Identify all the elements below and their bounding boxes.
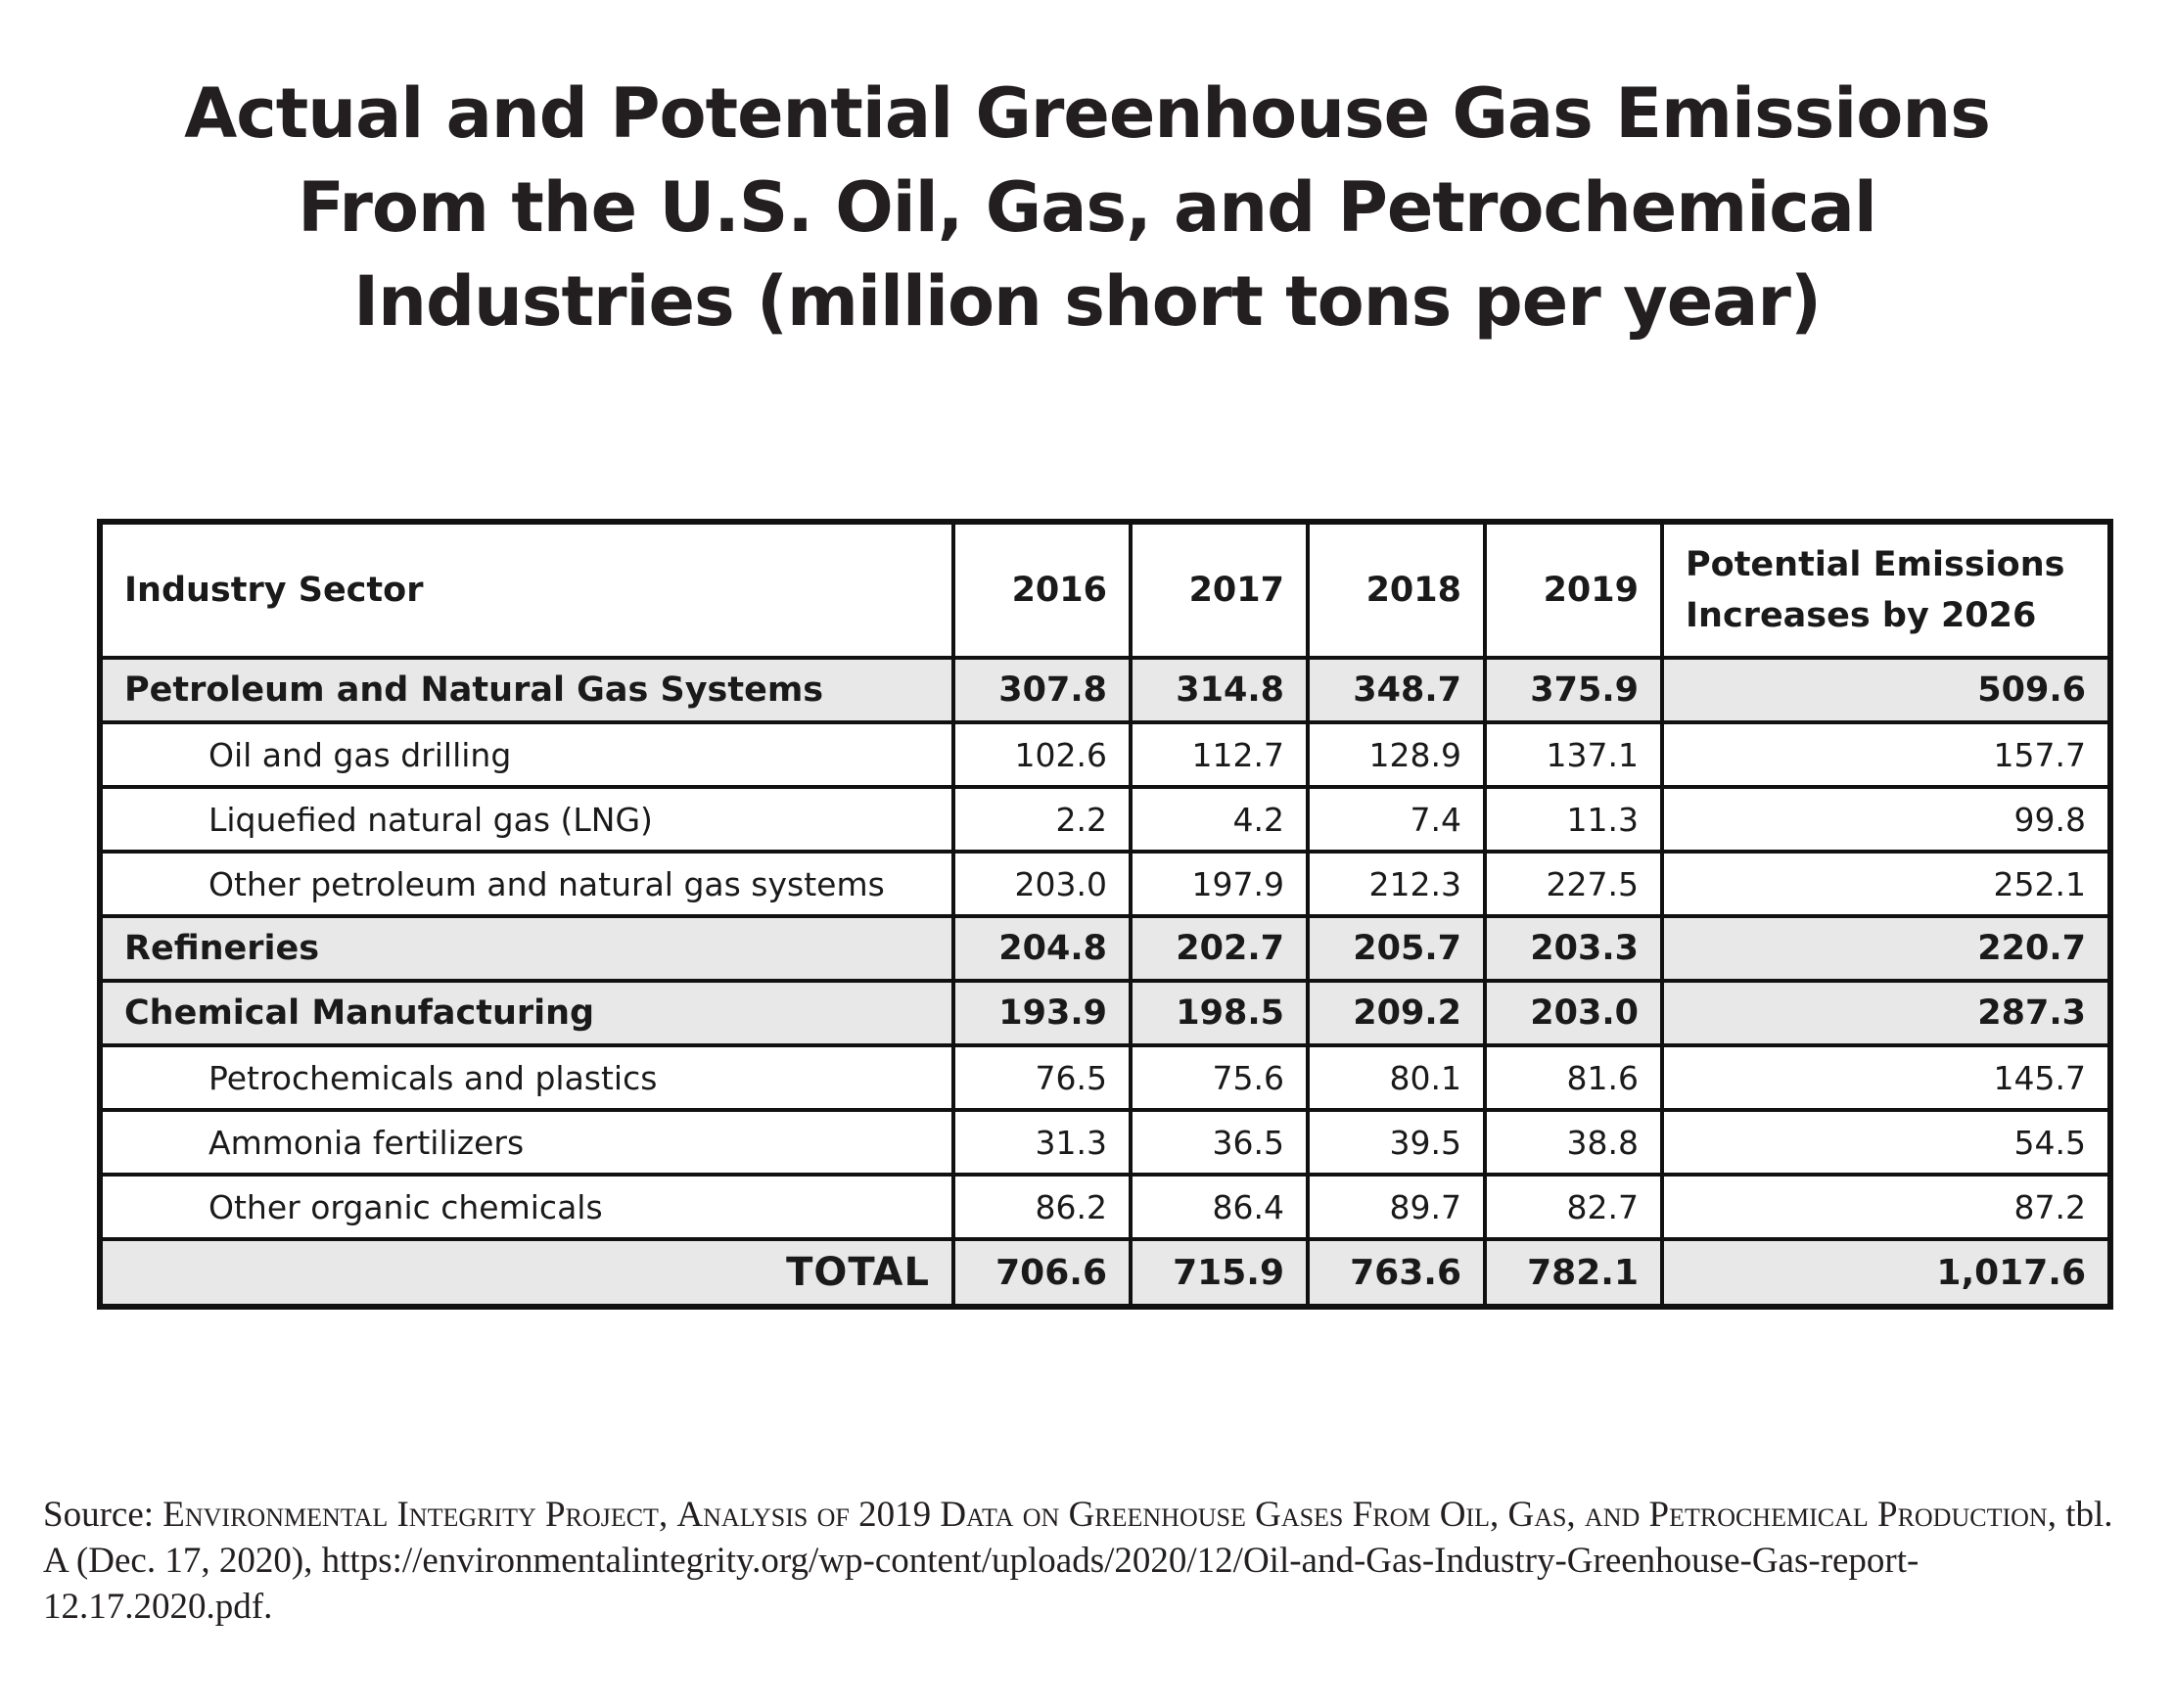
value-cell-2018: 7.4 (1308, 787, 1485, 852)
table-row (100, 658, 2110, 722)
header-2016: 2016 (953, 522, 1131, 658)
value-cell-potential-2026: 220.7 (1662, 916, 2110, 981)
value-cell-potential-2026: 1,017.6 (1662, 1239, 2110, 1307)
sector-name-cell: Other organic chemicals (100, 1175, 953, 1239)
value-cell-2018: 89.7 (1308, 1175, 1485, 1239)
table-row (100, 1110, 2110, 1175)
sector-name-cell: Other petroleum and natural gas systems (100, 852, 953, 916)
source-report-title: Analysis of 2019 Data on Greenhouse Gases From Oil, Gas, and Petrochemical Production (676, 1495, 2048, 1535)
value-cell-2016: 86.2 (953, 1175, 1131, 1239)
value-cell-potential-2026: 99.8 (1662, 787, 2110, 852)
value-cell-2016: 203.0 (953, 852, 1131, 916)
source-publisher: Environmental Integrity Project (162, 1495, 659, 1535)
header-potential-line-1: Potential Emissions (1686, 545, 2065, 584)
value-cell-2019: 137.1 (1485, 722, 1662, 787)
value-cell-2016: 31.3 (953, 1110, 1131, 1175)
value-cell-2018: 348.7 (1308, 658, 1485, 722)
value-cell-2018: 205.7 (1308, 916, 1485, 981)
header-2019: 2019 (1485, 522, 1662, 658)
title-line-1: Actual and Potential Greenhouse Gas Emissions (184, 73, 1990, 154)
value-cell-2018: 39.5 (1308, 1110, 1485, 1175)
value-cell-2017: 36.5 (1131, 1110, 1308, 1175)
value-cell-2019: 38.8 (1485, 1110, 1662, 1175)
value-cell-potential-2026: 87.2 (1662, 1175, 2110, 1239)
value-cell-2019: 11.3 (1485, 787, 1662, 852)
source-citation: , tbl. A (Dec. 17, 2020), https://environmentalintegrity.org/wp-content/uploads/2020/12/Oil-and-Gas-Industry-Greenhouse-Gas-report-12.17.2020.pdf. (43, 1495, 2113, 1627)
source-note (43, 1492, 2138, 1630)
value-cell-2018: 209.2 (1308, 981, 1485, 1045)
value-cell-potential-2026: 252.1 (1662, 852, 2110, 916)
sector-name-cell: Petrochemicals and plastics (100, 1045, 953, 1110)
value-cell-2017: 86.4 (1131, 1175, 1308, 1239)
sector-name-cell: Ammonia fertilizers (100, 1110, 953, 1175)
value-cell-2019: 227.5 (1485, 852, 1662, 916)
value-cell-potential-2026: 157.7 (1662, 722, 2110, 787)
value-cell-potential-2026: 145.7 (1662, 1045, 2110, 1110)
value-cell-2017: 112.7 (1131, 722, 1308, 787)
sector-name-cell: Petroleum and Natural Gas Systems (100, 658, 953, 722)
title-line-2: From the U.S. Oil, Gas, and Petrochemical (298, 167, 1876, 248)
title-line-3: Industries (million short tons per year) (353, 261, 1821, 342)
source-label: Source: (43, 1495, 163, 1535)
table-header-row (100, 522, 2110, 658)
value-cell-potential-2026: 54.5 (1662, 1110, 2110, 1175)
value-cell-2019: 81.6 (1485, 1045, 1662, 1110)
value-cell-2019: 375.9 (1485, 658, 1662, 722)
header-2018: 2018 (1308, 522, 1485, 658)
value-cell-2019: 203.0 (1485, 981, 1662, 1045)
value-cell-2016: 706.6 (953, 1239, 1131, 1307)
header-potential-line-2: Increases by 2026 (1686, 596, 2037, 635)
value-cell-2017: 75.6 (1131, 1045, 1308, 1110)
table-row (100, 1045, 2110, 1110)
header-2017: 2017 (1131, 522, 1308, 658)
table-row (100, 1239, 2110, 1307)
value-cell-2018: 128.9 (1308, 722, 1485, 787)
table-row (100, 981, 2110, 1045)
table-row (100, 1175, 2110, 1239)
value-cell-2017: 715.9 (1131, 1239, 1308, 1307)
value-cell-2016: 307.8 (953, 658, 1131, 722)
table-body (100, 658, 2110, 1307)
page-title (0, 67, 2174, 348)
value-cell-2016: 204.8 (953, 916, 1131, 981)
value-cell-2019: 782.1 (1485, 1239, 1662, 1307)
value-cell-2019: 82.7 (1485, 1175, 1662, 1239)
value-cell-potential-2026: 287.3 (1662, 981, 2110, 1045)
value-cell-2018: 212.3 (1308, 852, 1485, 916)
header-potential-emissions (1662, 522, 2110, 658)
table-row (100, 722, 2110, 787)
value-cell-2017: 4.2 (1131, 787, 1308, 852)
value-cell-2017: 314.8 (1131, 658, 1308, 722)
value-cell-2019: 203.3 (1485, 916, 1662, 981)
sector-name-cell: Refineries (100, 916, 953, 981)
value-cell-2017: 202.7 (1131, 916, 1308, 981)
sector-name-cell: Oil and gas drilling (100, 722, 953, 787)
sector-name-cell: Liquefied natural gas (LNG) (100, 787, 953, 852)
value-cell-2016: 193.9 (953, 981, 1131, 1045)
sector-name-cell: TOTAL (100, 1239, 953, 1307)
value-cell-2018: 763.6 (1308, 1239, 1485, 1307)
value-cell-2016: 76.5 (953, 1045, 1131, 1110)
sector-name-cell: Chemical Manufacturing (100, 981, 953, 1045)
value-cell-2016: 2.2 (953, 787, 1131, 852)
value-cell-2016: 102.6 (953, 722, 1131, 787)
value-cell-2017: 198.5 (1131, 981, 1308, 1045)
source-separator: , (658, 1495, 677, 1535)
value-cell-2017: 197.9 (1131, 852, 1308, 916)
table-row (100, 787, 2110, 852)
table-row (100, 852, 2110, 916)
value-cell-potential-2026: 509.6 (1662, 658, 2110, 722)
emissions-table (97, 519, 2113, 1310)
header-industry-sector: Industry Sector (100, 522, 953, 658)
table-row (100, 916, 2110, 981)
value-cell-2018: 80.1 (1308, 1045, 1485, 1110)
